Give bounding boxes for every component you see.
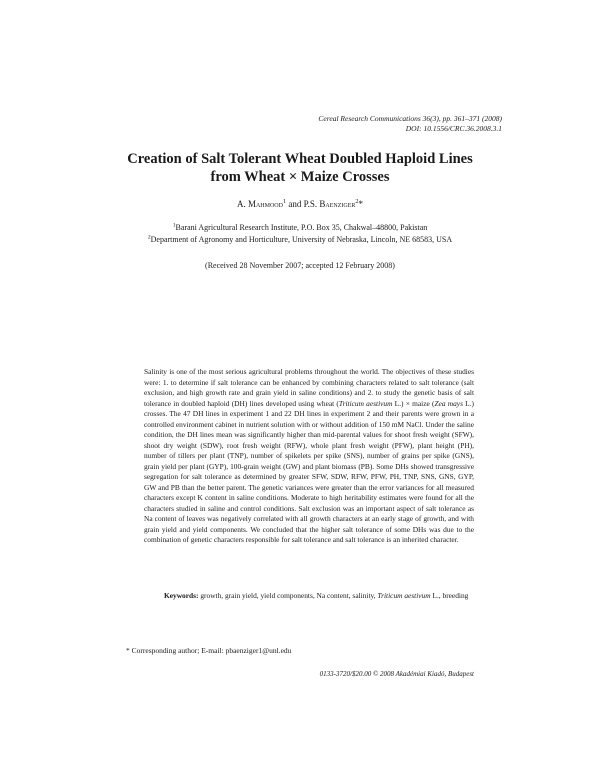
affiliation-1-text: Barani Agricultural Research Institute, P.O. Box 35, Chakwal–48800, Pakistan [175,223,428,232]
journal-header [318,114,502,134]
abstract [144,367,474,546]
author-2-initial: P.S. [303,199,320,209]
paper-title [0,150,600,186]
affiliation-1-mark: 1 [172,222,176,229]
abstract-species-1: Triticum aestivum [338,398,393,408]
author-1-name: Mahmood [247,199,283,209]
author-2-affiliation-mark: 2 [355,198,359,205]
keywords [144,591,474,602]
keywords-label: Keywords: [164,591,199,600]
affiliation-2-mark: 2 [147,234,151,241]
author-list [0,199,600,209]
author-1-affiliation-mark: 1 [282,198,287,205]
abstract-text-2: L.) × maize ( [392,398,435,408]
author-conjunction: and [286,199,304,209]
corresponding-author-mark: * [358,199,364,209]
corresponding-author-footnote: * Corresponding author; E-mail: pbaenziger1@unl.edu [126,646,292,655]
journal-citation: Cereal Research Communications 36(3), pp. 361–371 (2008) [318,114,502,123]
affiliations [0,222,600,246]
abstract-text-1: Salinity is one of the most serious agricultural problems throughout the world. The objectives of these studies were: 1. to determine if salt tolerance can be enhanced by combining characters related to salt tolerance (salt exclusion, and high growth rate and grain yield in saline conditions) and 2. to study the genetic basis of salt tolerance in doubled haploid (DH) lines developed using wheat ( [144,367,474,408]
affiliation-2 [0,234,600,246]
journal-doi: DOI: 10.1556/CRC.36.2008.3.1 [405,124,502,133]
keywords-species: Triticum aestivum [377,591,431,600]
affiliation-1 [0,222,600,234]
abstract-text-3: L.) crosses. The 47 DH lines in experiment 1 and 22 DH lines in experiment 2 and their parents were grown in a controlled environment cabinet in nutrient solution with or without addition of 150 mM NaCl. Under the saline condition, the DH lines mean was significantly higher than mid-parental values for shoot fresh weight (SFW), shoot dry weight (SDW), root fresh weight (RFW), whole plant fresh weight (PFW), plant height (PH), number of tillers per plant (TNP), number of spikelets per spike (SNS), number of grains per spike (GNS), grain yield per plant (GYP), 100-grain weight (GW) and plant biomass (PB). Some DHs showed transgressive segregation for salt tolerance as determined by greater SFW, SDW, RFW, PFW, PH, TNP, SNS, GNS, GYP, GW and PB than the better parent. The genetic variances were greater than the error variances for all measured characters except K content in saline conditions. Moderate to high heritability estimates were found for all the characters studied in saline and control conditions. Salt exclusion was an important aspect of salt tolerance as Na content of leaves was negatively correlated with all growth characters at an early stage of growth, and with grain yield and yield components. We concluded that the higher salt tolerance of some DHs was due to the combination of genetic characters responsible for salt tolerance and salt tolerance is an inherited character. [144,398,475,544]
title-line-2: from Wheat × Maize Crosses [210,169,390,185]
keywords-tail: L., breeding [430,591,469,600]
abstract-species-2: Zea mays [434,398,463,408]
affiliation-2-text: Department of Agronomy and Horticulture, University of Nebraska, Lincoln, NE 68583, USA [150,235,453,244]
keywords-text: growth, grain yield, yield components, Na content, salinity, [198,591,378,600]
author-2-name: Baenziger [319,199,356,209]
copyright-footer: 0133-3720/$20.00 © 2008 Akadémiai Kiadó, Budapest [319,670,474,678]
title-line-1: Creation of Salt Tolerant Wheat Doubled Haploid Lines [127,151,473,167]
received-dates: (Received 28 November 2007; accepted 12 February 2008) [205,261,395,270]
author-1-initial: A. [236,199,248,209]
